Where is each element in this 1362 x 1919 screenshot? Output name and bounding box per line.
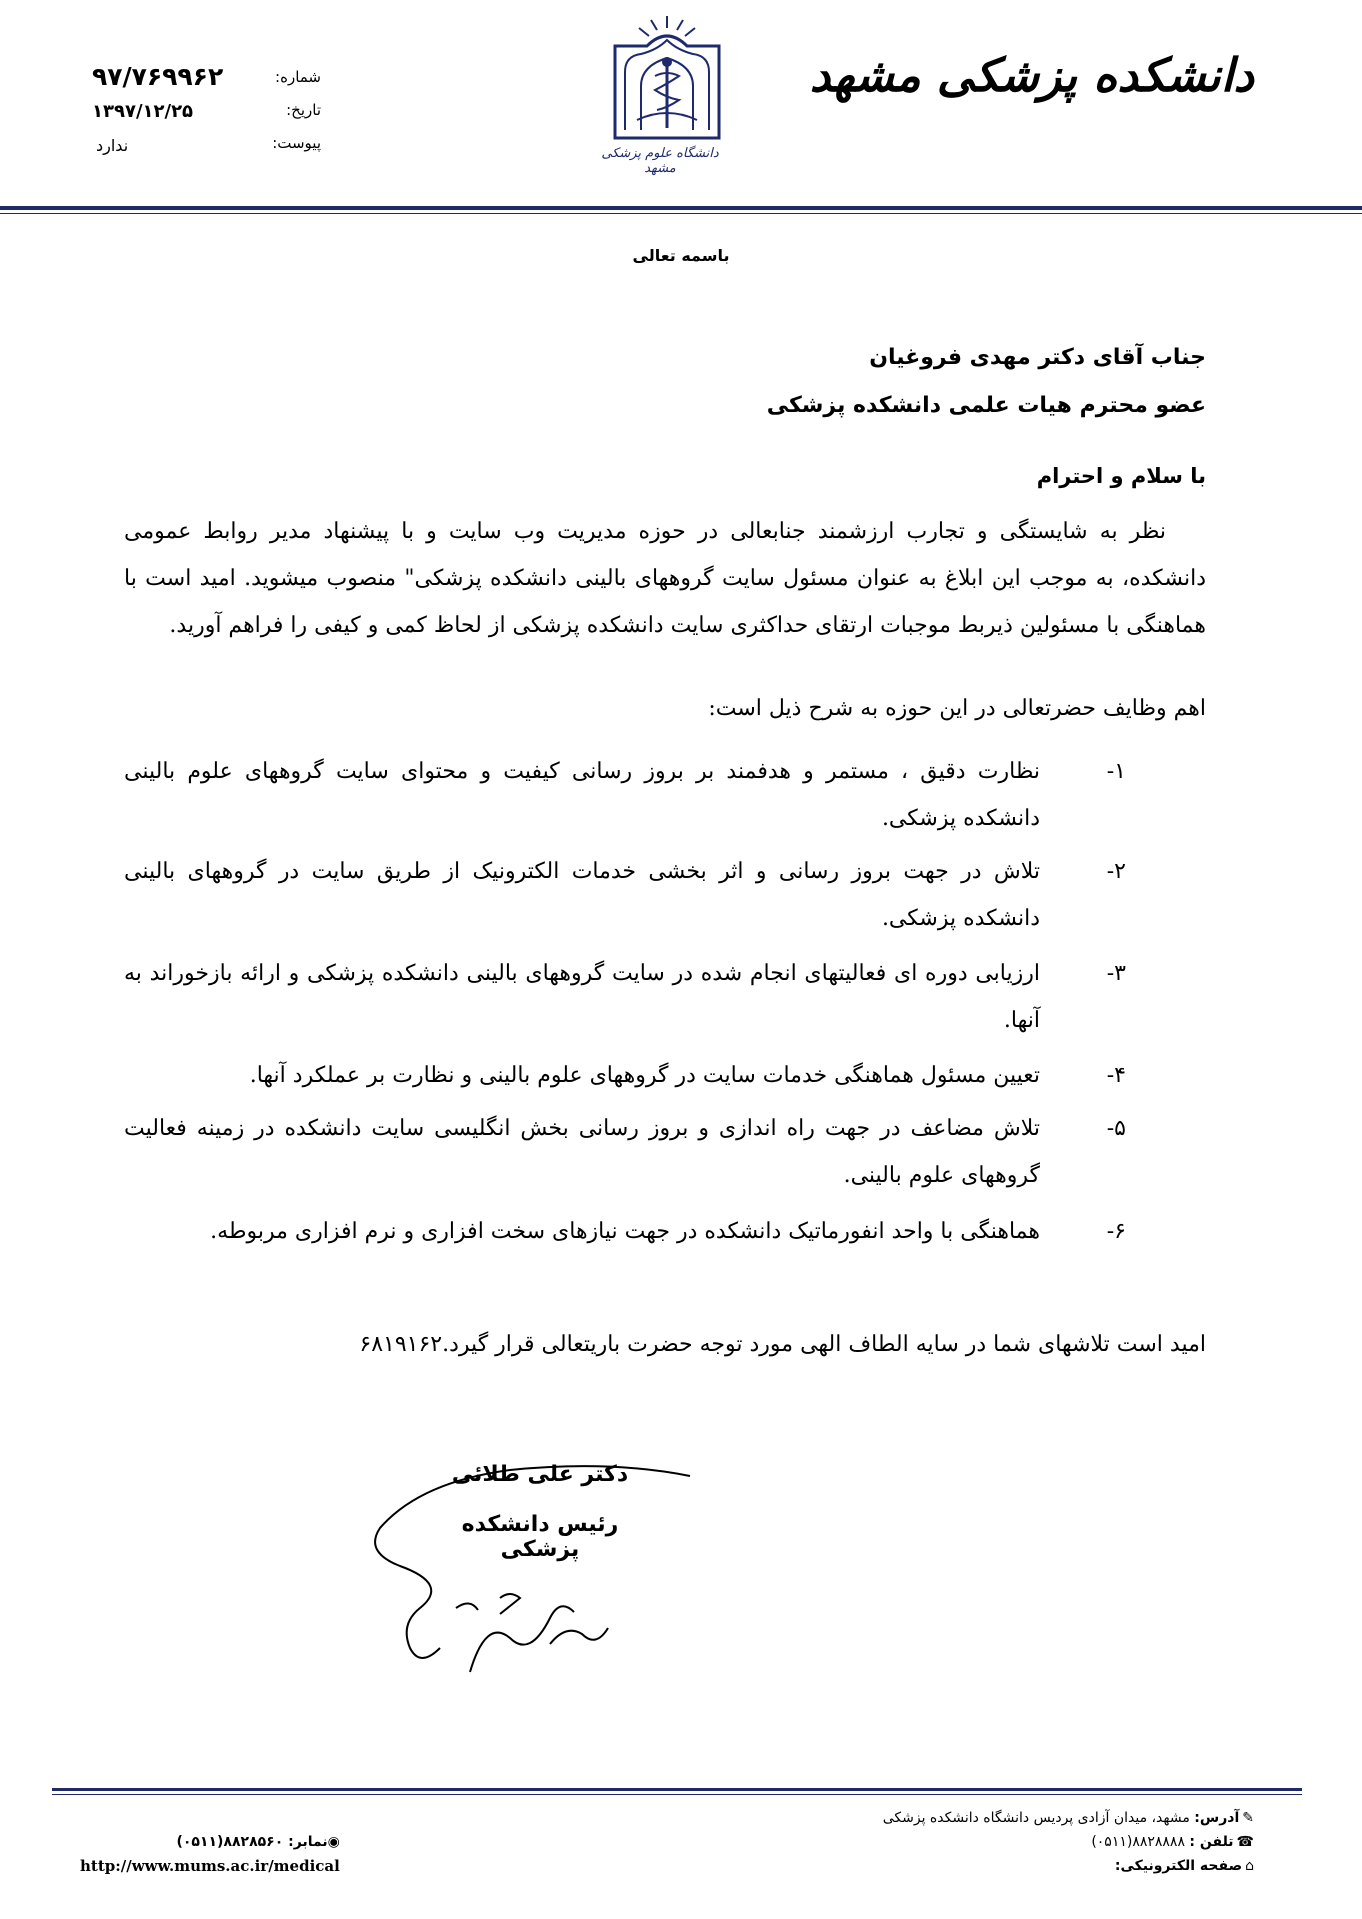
signer-name: دکتر علی طلائی (451, 1462, 629, 1487)
date-row (86, 95, 321, 128)
recipient-name: جناب آقای دکتر مهدی فروغیان (869, 345, 1206, 370)
duty-text: تلاش مضاعف در جهت راه اندازی و بروز رسانی بخش انگلیسی سایت دانشکده در زمینه فعالیت گروههای علوم بالینی. (124, 1116, 1040, 1188)
duties-intro: اهم وظایف حضرتعالی در این حوزه به شرح ذیل است: (708, 696, 1206, 721)
attachment-row (86, 128, 321, 161)
address-value: مشهد، میدان آزادی پردیس دانشگاه دانشکده پزشکی (882, 1810, 1190, 1826)
footer-rule (52, 1788, 1302, 1791)
date-label: تاریخ: (286, 101, 321, 119)
closing-line: امید است تلاشهای شما در سایه الطاف الهی مورد توجه حضرت باریتعالی قرار گیرد.۶۸۱۹۱۶۲ (359, 1332, 1206, 1357)
phone-icon: ☎ (1236, 1834, 1254, 1850)
body-paragraph: نظر به شایستگی و تجارب ارزشمند جنابعالی در حوزه مدیریت وب سایت و با پیشنهاد مدیر روابط عمومی دانشکده، به موجب این ابلاغ به عنوان مسئول سایت گروههای بالینی دانشکده پزشکی" منصوب میشوید. امید است با هماهنگی با مسئولین ذیربط موجبات ارتقای حداکثری سایت دانشکده پزشکی از لحاظ کمی و کیفی را فراهم آورید. (124, 519, 1206, 638)
logo-caption: دانشگاه علوم پزشکی مشهد (601, 146, 719, 176)
number-label: شماره: (275, 68, 321, 86)
address-line (883, 1806, 1254, 1830)
duty-item (124, 950, 1126, 1044)
date-value: ۱۳۹۷/۱۲/۲۵ (92, 101, 194, 122)
website-label: صفحه الکترونیکی: (1114, 1858, 1243, 1874)
attachment-value: ندارد (96, 136, 129, 155)
recipient-title: عضو محترم هیات علمی دانشکده پزشکی (766, 393, 1206, 418)
duty-number: ۵- (1106, 1116, 1126, 1141)
phone-label: تلفن : (1189, 1834, 1234, 1850)
duty-number: ۲- (1106, 859, 1126, 884)
fax-label: نمابر: (288, 1834, 328, 1850)
footer-fax (80, 1830, 340, 1878)
website-url[interactable]: http://www.mums.ac.ir/medical (80, 1857, 340, 1875)
website-line (883, 1854, 1254, 1878)
duty-number: ۴- (1106, 1063, 1126, 1088)
fax-line (80, 1830, 340, 1854)
letter-body (124, 508, 1206, 649)
header-rule-thin (0, 213, 1362, 214)
duty-number: ۱- (1106, 759, 1126, 784)
duty-text: هماهنگی با واحد انفورماتیک دانشکده در جهت نیازهای سخت افزاری و نرم افزاری مربوطه. (210, 1219, 1040, 1244)
number-row (86, 62, 321, 95)
duty-text: نظارت دقیق ، مستمر و هدفمند بر بروز رسانی کیفیت و محتوای سایت گروههای علوم بالینی دانشکده پزشکی. (124, 759, 1040, 831)
fax-value: ۸۸۲۸۵۶۰(۰۵۱۱) (176, 1834, 284, 1850)
duty-item (124, 848, 1126, 942)
footer-contact (883, 1806, 1254, 1878)
number-value: ۹۷/۷۶۹۹۶۲ (92, 62, 224, 91)
address-label: آدرس: (1194, 1810, 1240, 1826)
phone-value: ۸۸۲۸۸۸۸(۰۵۱۱) (1091, 1834, 1185, 1850)
duty-text: ارزیابی دوره ای فعالیتهای انجام شده در سایت گروههای بالینی دانشکده پزشکی و ارائه بازخوراند به آنها. (124, 961, 1040, 1033)
duty-item (124, 1105, 1126, 1199)
salutation: با سلام و احترام (1036, 464, 1206, 488)
attachment-label: پیوست: (272, 134, 321, 152)
pen-icon: ✎ (1242, 1810, 1254, 1826)
invocation: باسمه تعالی (632, 246, 730, 265)
duty-item (124, 1208, 1126, 1255)
phone-line (883, 1830, 1254, 1854)
duty-item (124, 1052, 1126, 1099)
duty-item (124, 748, 1126, 842)
letter-meta (86, 62, 321, 161)
duty-text: تعیین مسئول هماهنگی خدمات سایت در گروههای علوم بالینی و نظارت بر عملکرد آنها. (249, 1063, 1040, 1088)
header-rule (0, 206, 1362, 210)
footer-rule-thin (52, 1794, 1302, 1795)
recipient-block (767, 334, 1206, 430)
web-icon: ⌂ (1245, 1858, 1254, 1874)
school-brand: دانشکده پزشکی مشهد (809, 48, 1254, 102)
signer-title: رئیس دانشکده پزشکی (461, 1512, 619, 1562)
duty-number: ۶- (1106, 1219, 1126, 1244)
duty-text: تلاش در جهت بروز رسانی و اثر بخشی خدمات الکترونیک از طریق سایت در گروههای بالینی دانشکده پزشکی. (124, 859, 1040, 931)
duty-number: ۳- (1106, 961, 1126, 986)
handwritten-signature-icon (360, 1448, 700, 1708)
fax-icon: ◉ (327, 1834, 340, 1850)
